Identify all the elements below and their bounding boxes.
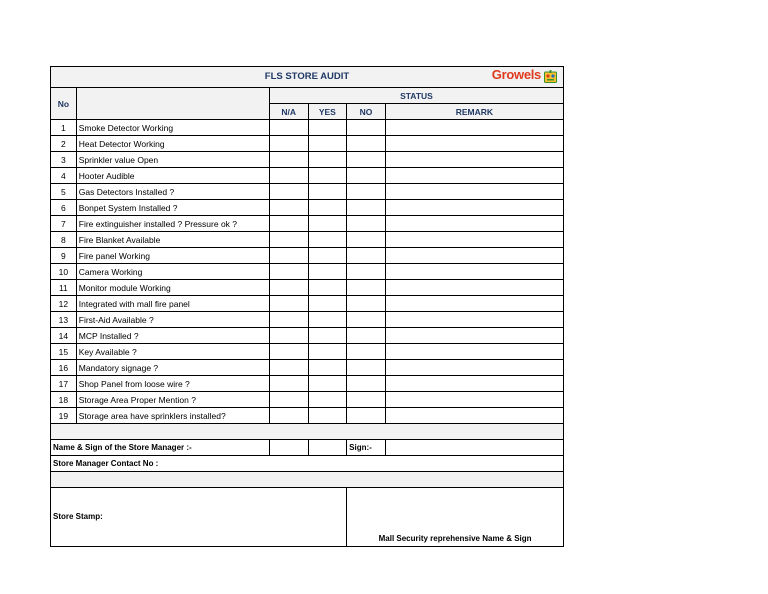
no-cell[interactable] (347, 360, 386, 376)
yes-cell[interactable] (308, 200, 347, 216)
table-row (51, 136, 564, 152)
remark-cell[interactable] (385, 296, 563, 312)
column-header-item (76, 88, 269, 120)
column-header-yes: YES (308, 104, 347, 120)
na-cell[interactable] (269, 248, 308, 264)
no-cell[interactable] (347, 328, 386, 344)
remark-cell[interactable] (385, 264, 563, 280)
item-label: Mandatory signage ? (76, 360, 269, 376)
item-number: 13 (51, 312, 77, 328)
item-label: Key Available ? (76, 344, 269, 360)
remark-cell[interactable] (385, 216, 563, 232)
item-label: Storage Area Proper Mention ? (76, 392, 269, 408)
form-title: FLS STORE AUDIT (264, 71, 350, 82)
spacer-cell (51, 424, 564, 440)
no-cell[interactable] (347, 264, 386, 280)
yes-cell[interactable] (308, 248, 347, 264)
manager-sign-label: Name & Sign of the Store Manager :- (51, 440, 270, 456)
remark-cell[interactable] (385, 200, 563, 216)
table-row (51, 264, 564, 280)
item-label: Gas Detectors Installed ? (76, 184, 269, 200)
remark-cell[interactable] (385, 136, 563, 152)
table-row (51, 248, 564, 264)
item-label: Hooter Audible (76, 168, 269, 184)
yes-cell[interactable] (308, 232, 347, 248)
remark-cell[interactable] (385, 152, 563, 168)
table-row (51, 296, 564, 312)
no-cell[interactable] (347, 376, 386, 392)
audit-sheet (50, 66, 564, 547)
na-cell[interactable] (269, 168, 308, 184)
no-cell[interactable] (347, 392, 386, 408)
item-number: 10 (51, 264, 77, 280)
no-cell[interactable] (347, 344, 386, 360)
title-row (51, 67, 564, 88)
column-header-remark: REMARK (385, 104, 563, 120)
table-row (51, 152, 564, 168)
table-row (51, 184, 564, 200)
table-row (51, 376, 564, 392)
yes-cell[interactable] (308, 280, 347, 296)
yes-cell[interactable] (308, 152, 347, 168)
table-row (51, 392, 564, 408)
remark-cell[interactable] (385, 392, 563, 408)
remark-cell[interactable] (385, 360, 563, 376)
na-cell[interactable] (269, 408, 308, 424)
item-number: 12 (51, 296, 77, 312)
table-row (51, 280, 564, 296)
no-cell[interactable] (347, 168, 386, 184)
item-number: 17 (51, 376, 77, 392)
na-cell[interactable] (269, 232, 308, 248)
form-title-cell (51, 67, 564, 88)
yes-cell[interactable] (308, 408, 347, 424)
store-stamp-label: Store Stamp: (51, 488, 347, 547)
na-cell[interactable] (269, 344, 308, 360)
no-cell[interactable] (347, 232, 386, 248)
manager-sign-field[interactable] (269, 440, 308, 456)
item-number: 8 (51, 232, 77, 248)
item-label: Fire extinguisher installed ? Pressure ok ? (76, 216, 269, 232)
na-cell[interactable] (269, 184, 308, 200)
na-cell[interactable] (269, 312, 308, 328)
remark-cell[interactable] (385, 248, 563, 264)
no-cell[interactable] (347, 312, 386, 328)
item-number: 18 (51, 392, 77, 408)
yes-cell[interactable] (308, 312, 347, 328)
table-row (51, 200, 564, 216)
na-cell[interactable] (269, 136, 308, 152)
table-row (51, 232, 564, 248)
no-cell[interactable] (347, 248, 386, 264)
item-label: Monitor module Working (76, 280, 269, 296)
brand-logo-icon (544, 70, 557, 83)
remark-cell[interactable] (385, 232, 563, 248)
item-label: Heat Detector Working (76, 136, 269, 152)
item-number: 15 (51, 344, 77, 360)
manager-sign-row (51, 440, 564, 456)
remark-cell[interactable] (385, 376, 563, 392)
no-cell[interactable] (347, 216, 386, 232)
no-cell[interactable] (347, 280, 386, 296)
sign-label: Sign:- (347, 440, 386, 456)
item-label: MCP Installed ? (76, 328, 269, 344)
no-cell[interactable] (347, 296, 386, 312)
item-label: First-Aid Available ? (76, 312, 269, 328)
na-cell[interactable] (269, 200, 308, 216)
yes-cell[interactable] (308, 392, 347, 408)
table-row (51, 328, 564, 344)
item-number: 6 (51, 200, 77, 216)
na-cell[interactable] (269, 120, 308, 136)
remark-cell[interactable] (385, 408, 563, 424)
yes-cell[interactable] (308, 360, 347, 376)
yes-cell[interactable] (308, 264, 347, 280)
table-row (51, 360, 564, 376)
spacer-row-2 (51, 472, 564, 488)
item-label: Storage area have sprinklers installed? (76, 408, 269, 424)
na-cell[interactable] (269, 376, 308, 392)
item-number: 14 (51, 328, 77, 344)
item-number: 1 (51, 120, 77, 136)
item-label: Smoke Detector Working (76, 120, 269, 136)
column-header-no-status: NO (347, 104, 386, 120)
item-number: 7 (51, 216, 77, 232)
item-number: 19 (51, 408, 77, 424)
remark-cell[interactable] (385, 184, 563, 200)
contact-row (51, 456, 564, 472)
na-cell[interactable] (269, 152, 308, 168)
yes-cell[interactable] (308, 328, 347, 344)
remark-cell[interactable] (385, 328, 563, 344)
yes-cell[interactable] (308, 376, 347, 392)
na-cell[interactable] (269, 280, 308, 296)
na-cell[interactable] (269, 360, 308, 376)
spacer-cell-2 (51, 472, 564, 488)
column-header-no: No (51, 88, 77, 120)
item-label: Camera Working (76, 264, 269, 280)
yes-cell[interactable] (308, 216, 347, 232)
no-cell[interactable] (347, 136, 386, 152)
item-label: Bonpet System Installed ? (76, 200, 269, 216)
item-label: Fire Blanket Available (76, 232, 269, 248)
yes-cell[interactable] (308, 184, 347, 200)
stamp-row (51, 488, 564, 547)
table-row (51, 168, 564, 184)
status-header: STATUS (269, 88, 563, 104)
remark-cell[interactable] (385, 168, 563, 184)
item-number: 2 (51, 136, 77, 152)
manager-sign-field-2[interactable] (308, 440, 347, 456)
yes-cell[interactable] (308, 120, 347, 136)
no-cell[interactable] (347, 408, 386, 424)
no-cell[interactable] (347, 120, 386, 136)
na-cell[interactable] (269, 392, 308, 408)
sign-field[interactable] (385, 440, 563, 456)
security-sign-label: Mall Security reprehensive Name & Sign (347, 488, 564, 547)
na-cell[interactable] (269, 264, 308, 280)
item-label: Integrated with mall fire panel (76, 296, 269, 312)
table-row (51, 216, 564, 232)
yes-cell[interactable] (308, 168, 347, 184)
item-number: 4 (51, 168, 77, 184)
item-label: Shop Panel from loose wire ? (76, 376, 269, 392)
na-cell[interactable] (269, 328, 308, 344)
yes-cell[interactable] (308, 296, 347, 312)
table-row (51, 120, 564, 136)
item-number: 11 (51, 280, 77, 296)
yes-cell[interactable] (308, 344, 347, 360)
item-label: Fire panel Working (76, 248, 269, 264)
item-label: Sprinkler value Open (76, 152, 269, 168)
remark-cell[interactable] (385, 120, 563, 136)
no-cell[interactable] (347, 184, 386, 200)
table-row (51, 344, 564, 360)
remark-cell[interactable] (385, 312, 563, 328)
spacer-row (51, 424, 564, 440)
table-row (51, 408, 564, 424)
yes-cell[interactable] (308, 136, 347, 152)
item-number: 3 (51, 152, 77, 168)
status-header-row (51, 88, 564, 104)
audit-table (50, 66, 564, 547)
column-header-na: N/A (269, 104, 308, 120)
na-cell[interactable] (269, 296, 308, 312)
item-number: 16 (51, 360, 77, 376)
item-number: 5 (51, 184, 77, 200)
na-cell[interactable] (269, 216, 308, 232)
no-cell[interactable] (347, 200, 386, 216)
remark-cell[interactable] (385, 344, 563, 360)
manager-contact-label: Store Manager Contact No : (51, 456, 564, 472)
brand-logo-text: Growels (491, 67, 541, 82)
table-row (51, 312, 564, 328)
item-number: 9 (51, 248, 77, 264)
no-cell[interactable] (347, 152, 386, 168)
remark-cell[interactable] (385, 280, 563, 296)
